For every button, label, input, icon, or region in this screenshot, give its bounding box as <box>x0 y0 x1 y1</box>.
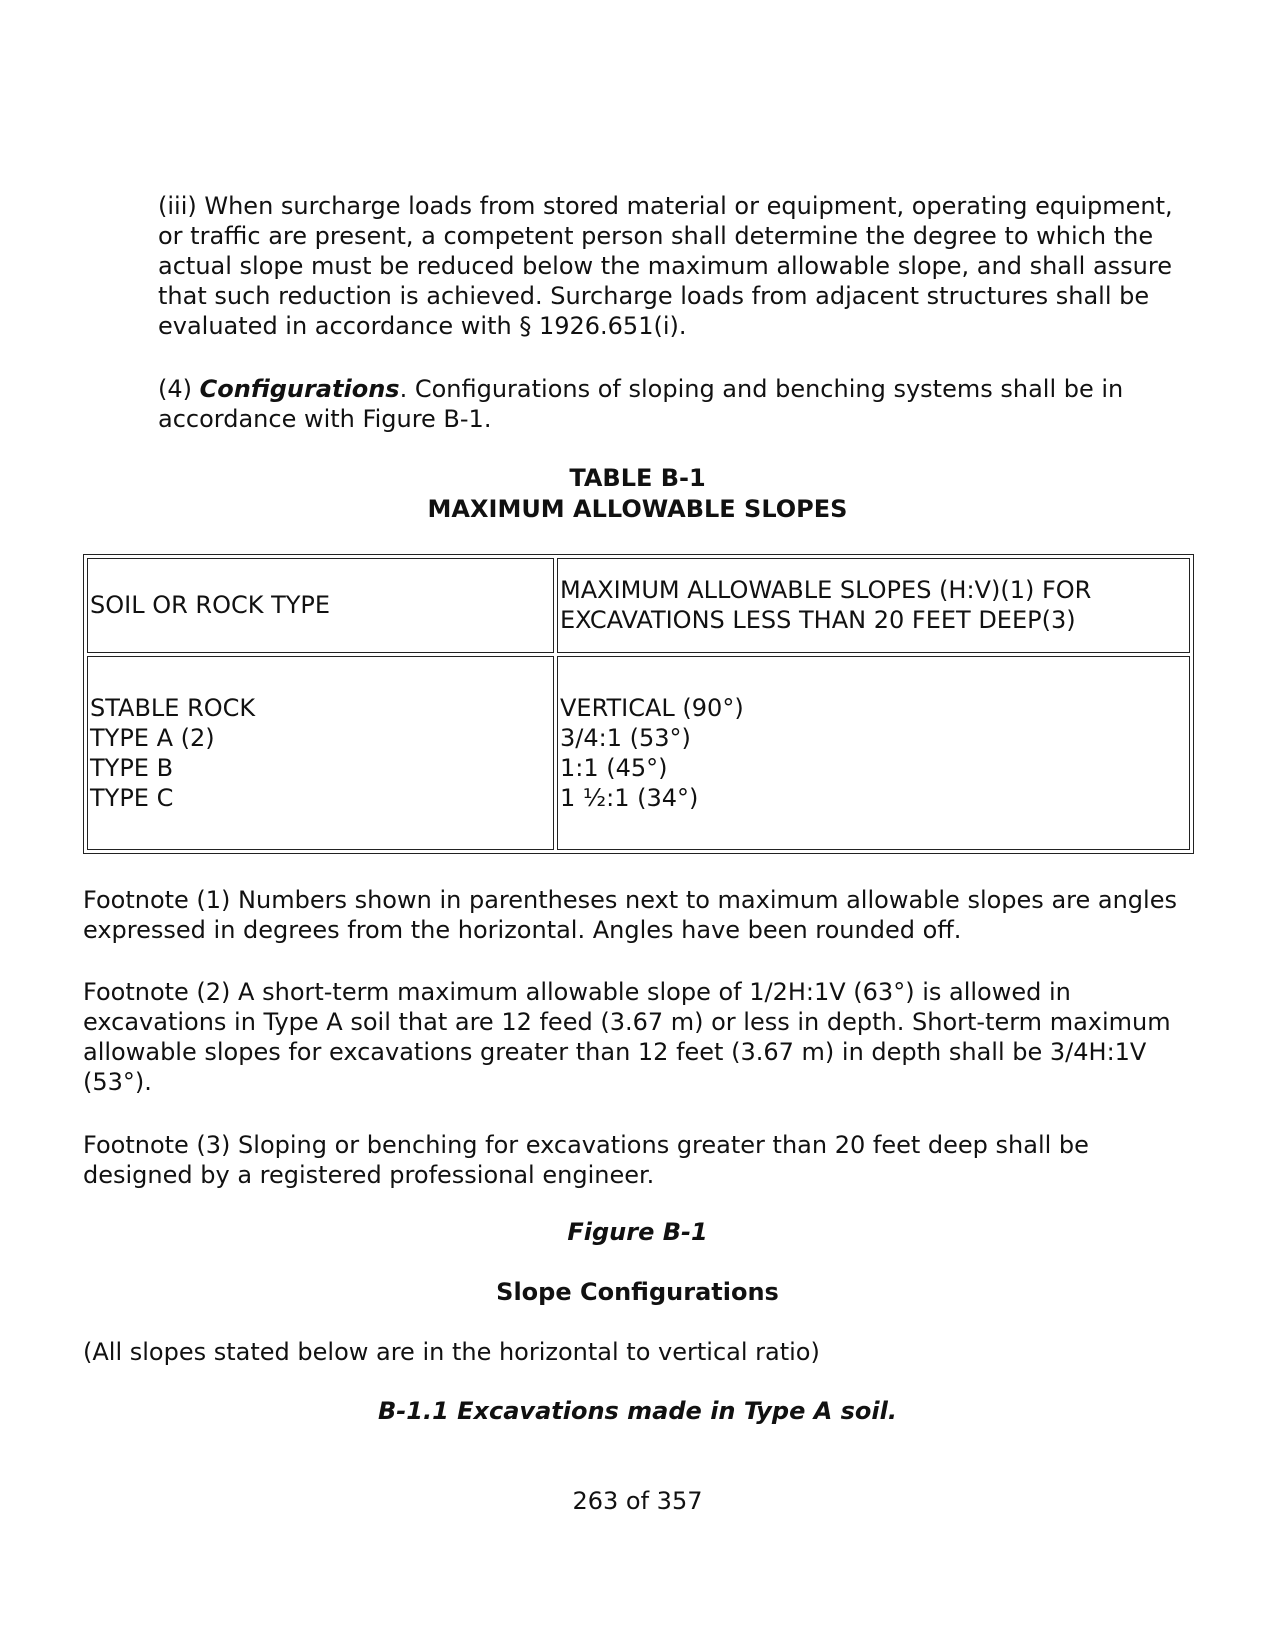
paragraph-4-prefix: (4) <box>158 375 200 403</box>
slope-type-a: 3/4:1 (53°) <box>560 723 691 752</box>
soil-types-cell <box>87 656 554 850</box>
ratio-note: (All slopes stated below are in the horizontal to vertical ratio) <box>83 1338 820 1366</box>
soil-type-stable-rock: STABLE ROCK <box>90 693 256 722</box>
table-title-line2: MAXIMUM ALLOWABLE SLOPES <box>427 495 848 523</box>
slope-type-c: 1 ½:1 (34°) <box>560 783 699 812</box>
footnote-3: Footnote (3) Sloping or benching for excavations greater than 20 feet deep shall be designed by a registered professional engineer. <box>83 1131 1089 1189</box>
table-header-row <box>87 558 1190 653</box>
table-title-line1: TABLE B-1 <box>569 464 706 492</box>
paragraph-4 <box>158 374 1198 434</box>
figure-subtitle: Slope Configurations <box>496 1278 779 1306</box>
page-number: 263 of 357 <box>572 1487 703 1515</box>
footnote-2: Footnote (2) A short-term maximum allowable slope of 1/2H:1V (63°) is allowed in excavations in Type A soil that are 12 feed (3.67 m) or less in depth. Short-term maximum allowable slopes for excavations greater than 12 feet (3.67 m) in depth shall be 3/4H:1V (53°). <box>83 978 1171 1096</box>
header-max-slopes <box>557 558 1190 653</box>
soil-type-b: TYPE B <box>90 753 174 782</box>
figure-title: Figure B-1 <box>567 1218 708 1246</box>
section-heading: B-1.1 Excavations made in Type A soil. <box>378 1397 897 1425</box>
table-body-row <box>87 656 1190 850</box>
slope-type-b: 1:1 (45°) <box>560 753 668 782</box>
header-max-slopes-line1: MAXIMUM ALLOWABLE SLOPES (H:V)(1) FOR <box>560 576 1092 605</box>
slopes-table <box>83 554 1194 854</box>
footnote-1: Footnote (1) Numbers shown in parentheses next to maximum allowable slopes are angles expressed in degrees from the horizontal. Angles have been rounded off. <box>83 886 1177 944</box>
configurations-heading: Configurations <box>199 375 400 403</box>
paragraph-iii: (iii) When surcharge loads from stored material or equipment, operating equipment, or traffic are present, a competent person shall determine the degree to which the actual slope must be reduced below the maximum allowable slope, and shall assure that such reduction is achieved. Surcharge loads from adjacent structures shall be evaluated in accordance with § 1926.651(i). <box>158 192 1173 340</box>
soil-type-a: TYPE A (2) <box>90 723 215 752</box>
slope-stable-rock: VERTICAL (90°) <box>560 693 744 722</box>
header-max-slopes-line2: EXCAVATIONS LESS THAN 20 FEET DEEP(3) <box>560 606 1076 635</box>
soil-type-c: TYPE C <box>90 783 174 812</box>
slopes-cell <box>557 656 1190 850</box>
paragraph-4-text: . Configurations of sloping and benching systems shall be in accordance with Figure B-1. <box>158 375 1124 433</box>
table-title <box>0 463 1275 525</box>
header-soil-type: SOIL OR ROCK TYPE <box>87 558 554 653</box>
